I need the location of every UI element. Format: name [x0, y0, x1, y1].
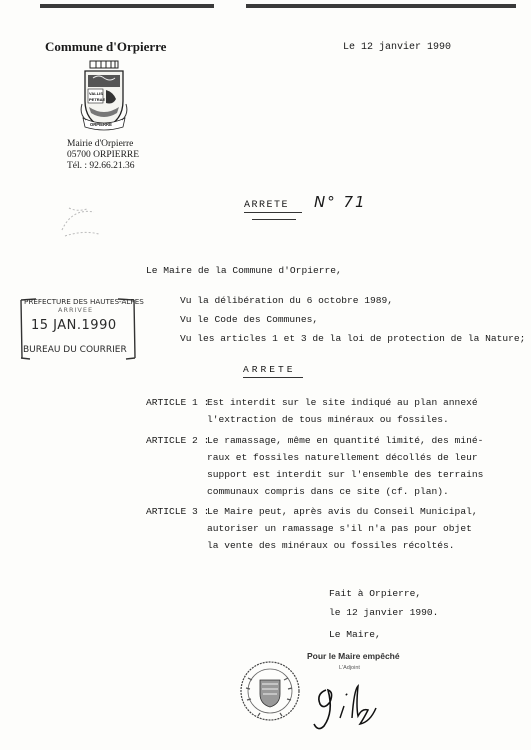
article-3-label: ARTICLE 3 :: [146, 506, 210, 517]
stamp-line-2: ARRIVEE: [58, 306, 94, 314]
header-date: Le 12 janvier 1990: [343, 42, 452, 53]
vu-line: Vu la délibération du 6 octobre 1989,: [180, 295, 394, 306]
address-line: 05700 ORPIERRE: [67, 149, 140, 160]
article-3-line: autoriser un ramassage s'il n'a pas pour objet: [207, 523, 472, 534]
decree-title: ARRETE: [243, 364, 296, 375]
top-edge-bar: [246, 4, 516, 8]
municipal-seal-icon: [238, 658, 302, 724]
vu-line: Vu les articles 1 et 3 de la loi de protection de la Nature;: [180, 333, 526, 344]
divider: [252, 219, 296, 220]
closing-role: Le Maire,: [329, 629, 381, 640]
handwritten-signature-icon: [310, 672, 384, 732]
adjoint-label: L'Adjoint: [339, 665, 360, 671]
crest-banner: ORPIERRE: [90, 122, 112, 127]
pour-le-maire-stamp: Pour le Maire empêché: [307, 651, 400, 661]
article-2-label: ARTICLE 2 :: [146, 435, 210, 446]
address-line: Tél. : 92.66.21.36: [67, 160, 135, 171]
arrete-number: N° 71: [314, 193, 367, 211]
vu-line: Vu le Code des Communes,: [180, 314, 319, 325]
divider: [243, 377, 303, 378]
address-line: Mairie d'Orpierre: [67, 139, 134, 149]
crest-motto-1: VALLIS: [89, 91, 103, 96]
top-edge-bar: [40, 4, 214, 8]
article-2-line: communaux compris dans ce site (cf. plan).: [207, 486, 449, 497]
article-1-label: ARTICLE 1 :: [146, 397, 210, 408]
article-3-line: Le Maire peut, après avis du Conseil Municipal,: [207, 506, 478, 517]
arrete-header: ARRETE: [244, 200, 290, 211]
stamp-date: 15 JAN.1990: [31, 318, 117, 333]
faint-stamp-mark: [57, 200, 107, 240]
stamp-line-1: PREFECTURE DES HAUTES-ALPES: [24, 297, 144, 306]
maire-line: Le Maire de la Commune d'Orpierre,: [146, 265, 342, 276]
closing-place: Fait à Orpierre,: [329, 588, 422, 599]
commune-name: Commune d'Orpierre: [45, 39, 167, 54]
crest-motto-2: PETRAE: [89, 97, 106, 102]
article-2-line: support est interdit sur l'ensemble des terrains: [207, 469, 484, 480]
divider: [244, 212, 302, 213]
article-3-line: la vente des minéraux ou fossiles récoltés.: [207, 540, 455, 551]
stamp-line-3: BUREAU DU COURRIER: [23, 345, 127, 355]
article-1-line: Est interdit sur le site indiqué au plan annexé: [207, 397, 478, 408]
closing-date: le 12 janvier 1990.: [329, 607, 439, 618]
mairie-address: [67, 139, 139, 171]
article-1-line: l'extraction de tous minéraux ou fossiles.: [207, 414, 449, 425]
prefecture-arrival-stamp: [18, 296, 144, 362]
article-2-line: Le ramassage, même en quantité limité, des miné-: [207, 435, 484, 446]
coat-of-arms-icon: [79, 60, 129, 136]
article-2-line: raux et fossiles naturellement décollés de leur: [207, 452, 478, 463]
